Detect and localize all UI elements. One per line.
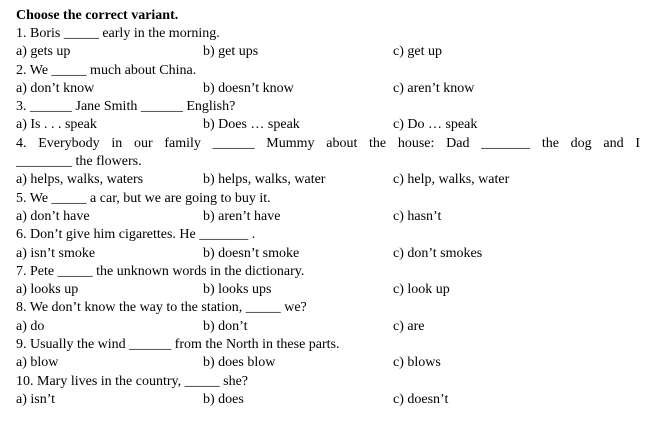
option-a: a) don’t know bbox=[16, 80, 95, 96]
question-8 bbox=[16, 299, 640, 336]
option-b: b) looks ups bbox=[203, 282, 272, 298]
option-b: b) Does … speak bbox=[203, 117, 300, 133]
question-5 bbox=[16, 190, 640, 227]
option-b: b) does blow bbox=[203, 355, 276, 371]
question-4 bbox=[16, 135, 640, 190]
option-b: b) doesn’t smoke bbox=[203, 245, 300, 261]
option-b: b) get ups bbox=[203, 44, 259, 60]
question-6-text: 6. Don’t give him cigarettes. He _______ . bbox=[16, 227, 256, 243]
question-4-options bbox=[16, 171, 640, 189]
question-5-text: 5. We _____ a car, but we are going to buy it. bbox=[16, 190, 271, 206]
option-a: a) Is . . . speak bbox=[16, 117, 97, 133]
question-1-options bbox=[16, 43, 640, 61]
question-4-text: 4. Everybody in our family ______ Mummy about the house: Dad _______ the dog and I bbox=[16, 135, 640, 151]
option-b: b) does bbox=[203, 391, 244, 407]
option-c: c) Do … speak bbox=[393, 117, 478, 133]
question-5-options bbox=[16, 208, 640, 226]
question-6 bbox=[16, 226, 640, 263]
option-c: c) don’t smokes bbox=[393, 245, 483, 261]
option-a: a) do bbox=[16, 318, 45, 334]
question-1-text: 1. Boris _____ early in the morning. bbox=[16, 26, 220, 41]
option-c: c) look up bbox=[393, 282, 450, 298]
option-a: a) isn’t smoke bbox=[16, 245, 96, 261]
question-8-text: 8. We don’t know the way to the station, _____ we? bbox=[16, 300, 307, 316]
question-9-options bbox=[16, 354, 640, 372]
exercise-title: Choose the correct variant. bbox=[16, 8, 179, 23]
question-2-options bbox=[16, 80, 640, 98]
question-3-options bbox=[16, 116, 640, 134]
question-10-options bbox=[16, 391, 640, 409]
option-c: c) hasn’t bbox=[393, 208, 442, 224]
exercise-sheet bbox=[16, 7, 640, 409]
question-3 bbox=[16, 98, 640, 135]
option-c: c) are bbox=[393, 318, 425, 334]
option-c: c) aren’t know bbox=[393, 80, 475, 96]
option-c: c) help, walks, water bbox=[393, 172, 510, 188]
question-7-text: 7. Pete _____ the unknown words in the dictionary. bbox=[16, 263, 305, 279]
question-7 bbox=[16, 263, 640, 300]
option-b: b) don’t bbox=[203, 318, 248, 334]
question-10-text: 10. Mary lives in the country, _____ she? bbox=[16, 373, 248, 389]
question-1 bbox=[16, 25, 640, 62]
option-a: a) don’t have bbox=[16, 208, 90, 224]
option-a: a) blow bbox=[16, 355, 59, 371]
question-8-options bbox=[16, 318, 640, 336]
option-a: a) gets up bbox=[16, 44, 71, 60]
option-a: a) looks up bbox=[16, 282, 79, 298]
option-b: b) aren’t have bbox=[203, 208, 281, 224]
question-3-text: 3. ______ Jane Smith ______ English? bbox=[16, 99, 236, 115]
question-9 bbox=[16, 336, 640, 373]
option-a: a) isn’t bbox=[16, 391, 56, 407]
question-9-text: 9. Usually the wind ______ from the North in these parts. bbox=[16, 337, 340, 353]
question-2 bbox=[16, 62, 640, 99]
option-c: c) blows bbox=[393, 355, 441, 371]
question-6-options bbox=[16, 245, 640, 263]
option-b: b) doesn’t know bbox=[203, 80, 294, 96]
question-10 bbox=[16, 373, 640, 410]
option-c: c) get up bbox=[393, 44, 442, 60]
question-2-text: 2. We _____ much about China. bbox=[16, 62, 197, 78]
question-4-text-continued: ________ the flowers. bbox=[16, 154, 142, 170]
question-7-options bbox=[16, 281, 640, 299]
option-b: b) helps, walks, water bbox=[203, 172, 326, 188]
option-a: a) helps, walks, waters bbox=[16, 172, 144, 188]
option-c: c) doesn’t bbox=[393, 391, 449, 407]
